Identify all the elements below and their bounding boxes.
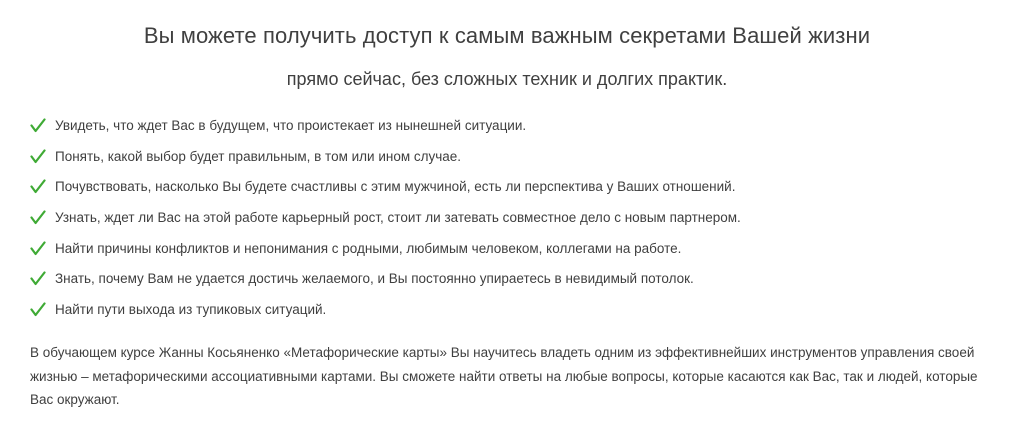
list-item (0, 117, 1014, 135)
list-item (0, 178, 1014, 196)
list-item-label: Найти причины конфликтов и непонимания с родными, любимым человеком, коллегами на работе. (55, 240, 682, 256)
list-item (0, 301, 1014, 319)
list-item-label: Узнать, ждет ли Вас на этой работе карьерный рост, стоит ли затевать совместное дело с новым партнером. (55, 210, 741, 226)
course-description-paragraph: В обучающем курсе Жанны Косьяненко «Метафорические карты» Вы научитесь владеть одним из эффективнейших инструментов управления своей жизнью – метафорическими ассоциативными картами. Вы сможете найти ответы на любые вопросы, которые касаются как Вас, так и людей, которые Вас окружают. (30, 345, 978, 407)
check-icon (30, 179, 46, 195)
check-icon (30, 271, 46, 287)
list-item-label: Почувствовать, насколько Вы будете счастливы с этим мужчиной, есть ли перспектива у Ваших отношений. (55, 179, 736, 195)
list-item-label: Увидеть, что ждет Вас в будущем, что проистекает из нынешней ситуации. (55, 117, 527, 133)
page-title: Вы можете получить доступ к самым важным секретами Вашей жизни (143, 23, 871, 48)
check-icon (30, 118, 46, 134)
list-item (0, 270, 1014, 288)
list-item (0, 148, 1014, 166)
check-icon (30, 241, 46, 257)
list-item (0, 240, 1014, 258)
list-item-label: Знать, почему Вам не удается достичь желаемого, и Вы постоянно упираетесь в невидимый потолок. (55, 271, 694, 287)
check-icon (30, 302, 46, 318)
benefits-list (0, 117, 1014, 320)
check-icon (30, 149, 46, 165)
list-item (0, 209, 1014, 227)
list-item-label: Найти пути выхода из тупиковых ситуаций. (55, 302, 327, 318)
list-item-label: Понять, какой выбор будет правильным, в том или ином случае. (55, 148, 462, 164)
check-icon (30, 210, 46, 226)
page-subtitle: прямо сейчас, без сложных техник и долгих практик. (286, 68, 728, 89)
